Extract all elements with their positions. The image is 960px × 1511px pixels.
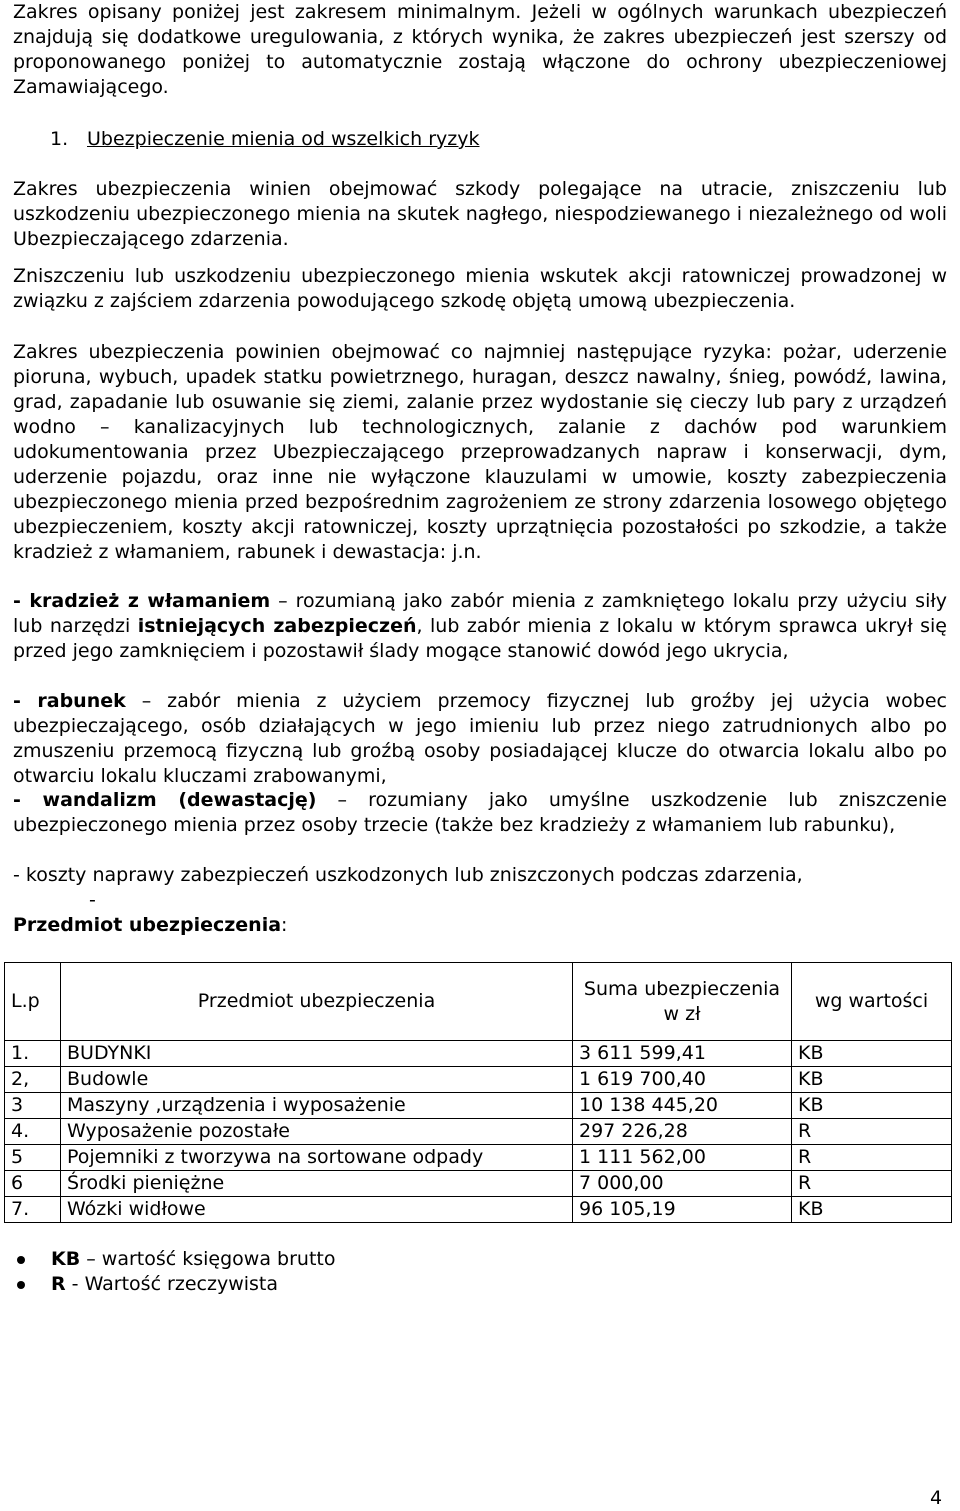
table-row: [5, 1119, 952, 1145]
legend-text: - Wartość rzeczywista: [65, 1273, 279, 1295]
term-robbery: - rabunek: [13, 690, 126, 712]
cell-lp: 6: [5, 1171, 61, 1197]
section-number: 1.: [50, 128, 69, 150]
header-item: Przedmiot ubezpieczenia: [61, 963, 573, 1041]
table-row: [5, 1041, 952, 1067]
bullet-icon: [17, 1256, 25, 1264]
legend-item-kb: [13, 1247, 335, 1272]
scope-paragraph-1: Zakres ubezpieczenia winien obejmować szkody polegające na utracie, zniszczeniu lub uszkodzeniu ubezpieczonego mienia na skutek nagłego, niespodziewanego i niezależnego od woli Ubezpieczającego zdarzenia.: [13, 178, 947, 250]
legend-abbr: KB: [51, 1248, 81, 1270]
cell-lp: 4.: [5, 1119, 61, 1145]
insurance-subject-table: [4, 962, 952, 1223]
cell-basis: KB: [792, 1197, 952, 1223]
legend-abbr: R: [51, 1273, 66, 1295]
header-basis: wg wartości: [792, 963, 952, 1041]
cell-sum: 7 000,00: [573, 1171, 792, 1197]
legend-item-r: [13, 1272, 335, 1297]
cell-basis: KB: [792, 1093, 952, 1119]
cell-lp: 7.: [5, 1197, 61, 1223]
subject-heading: [13, 913, 287, 938]
definition-burglary-text: – rozumianą jako zabór mienia z zamkniętego lokalu przy użyciu siły lub narzędzi: [13, 590, 948, 637]
definition-burglary: [13, 589, 947, 664]
legend-list: [13, 1247, 335, 1297]
header-lp: L.p: [5, 963, 61, 1041]
cell-item: Pojemniki z tworzywa na sortowane odpady: [61, 1145, 573, 1171]
cell-lp: 5: [5, 1145, 61, 1171]
cell-lp: 3: [5, 1093, 61, 1119]
definition-repair-costs: - koszty naprawy zabezpieczeń uszkodzonych lub zniszczonych podczas zdarzenia,: [13, 864, 803, 886]
subject-heading-colon: :: [281, 914, 288, 936]
stray-dash: -: [89, 889, 96, 911]
section-title: Ubezpieczenie mienia od wszelkich ryzyk: [87, 128, 480, 150]
scope-paragraph-2: Zniszczeniu lub uszkodzeniu ubezpieczonego mienia wskutek akcji ratowniczej prowadzonej w związku z zajściem zdarzenia powodującego szkodę objętą umową ubezpieczenia.: [13, 265, 947, 312]
cell-sum: 1 111 562,00: [573, 1145, 792, 1171]
cell-item: Wyposażenie pozostałe: [61, 1119, 573, 1145]
cell-sum: 297 226,28: [573, 1119, 792, 1145]
subject-heading-label: Przedmiot ubezpieczenia: [13, 914, 282, 936]
cell-basis: R: [792, 1119, 952, 1145]
cell-sum: 10 138 445,20: [573, 1093, 792, 1119]
legend-text: – wartość księgowa brutto: [80, 1248, 336, 1270]
cell-item: Budowle: [61, 1067, 573, 1093]
cell-basis: KB: [792, 1041, 952, 1067]
table-header-row: [5, 963, 952, 1041]
table-row: [5, 1093, 952, 1119]
cell-sum: 96 105,19: [573, 1197, 792, 1223]
intro-paragraph: Zakres opisany poniżej jest zakresem minimalnym. Jeżeli w ogólnych warunkach ubezpieczeń znajdują się dodatkowe uregulowania, z których wynika, że zakres ubezpieczeń jest szerszy od proponowanego poniżej to automatycznie zostają włączone do ochrony ubezpieczeniowej Zamawiającego.: [13, 1, 947, 98]
cell-sum: 1 619 700,40: [573, 1067, 792, 1093]
cell-basis: R: [792, 1145, 952, 1171]
page-number: 4: [930, 1487, 943, 1509]
term-burglary: - kradzież z włamaniem: [13, 590, 271, 612]
emphasis-existing-security: istniejących zabezpieczeń: [137, 615, 417, 637]
table-row: [5, 1067, 952, 1093]
scope-paragraph-risks: Zakres ubezpieczenia powinien obejmować co najmniej następujące ryzyka: pożar, uderzenie pioruna, wybuch, upadek statku powietrznego, huragan, deszcz nawalny, śnieg, powódź, lawina, grad, zapadanie lub osuwanie się ziemi, zalanie przez wydostanie się cieczy lub pary z urządzeń wodno – kanalizacyjnych lub technologicznych, zalanie z dachów pod warunkiem udokumentowania przez Ubezpieczającego przeprowadzanych napraw i konserwacji, dym, uderzenie pojazdu, oraz inne nie wyłączone klauzulami w umowie, koszty zabezpieczenia ubezpieczonego mienia przed bezpośrednim zagrożeniem ze strony zdarzenia losowego objętego ubezpieczeniem, koszty akcji ratowniczej, koszty uprzątnięcia pozostałości po szkodzie, a także kradzież z włamaniem, rabunek i dewastacja: j.n.: [13, 341, 947, 563]
bullet-icon: [17, 1281, 25, 1289]
cell-basis: KB: [792, 1067, 952, 1093]
table-row: [5, 1171, 952, 1197]
definition-robbery: [13, 689, 947, 789]
section-heading: [50, 127, 480, 152]
cell-item: BUDYNKI: [61, 1041, 573, 1067]
table-row: [5, 1145, 952, 1171]
definition-vandalism: [13, 788, 947, 838]
header-sum: Suma ubezpieczenia w zł: [573, 963, 792, 1041]
cell-lp: 2,: [5, 1067, 61, 1093]
table-row: [5, 1197, 952, 1223]
cell-item: Wózki widłowe: [61, 1197, 573, 1223]
definition-burglary-text-end: , lub zabór mienia z lokalu w którym sprawca ukrył się przed jego zamknięciem i pozostawił ślady mogące stanowić dowód jego ukrycia,: [13, 615, 947, 662]
cell-item: Środki pieniężne: [61, 1171, 573, 1197]
definition-vandalism-text: – rozumiany jako umyślne uszkodzenie lub zniszczenie ubezpieczonego mienia przez osoby trzecie (także bez kradzieży z włamaniem lub rabunku),: [13, 789, 947, 836]
cell-lp: 1.: [5, 1041, 61, 1067]
term-vandalism: - wandalizm (dewastację): [13, 789, 317, 811]
definition-robbery-text: – zabór mienia z użyciem przemocy fizycznej lub groźby jej użycia wobec ubezpieczającego, osób działających w jego imieniu lub przez niego zatrudnionych albo po zmuszeniu przemocą fizyczną lub groźbą osoby posiadającej klucze do otwarcia lokalu albo po otwarciu lokalu kluczami zrabowanymi,: [13, 690, 947, 787]
cell-sum: 3 611 599,41: [573, 1041, 792, 1067]
cell-basis: R: [792, 1171, 952, 1197]
cell-item: Maszyny ,urządzenia i wyposażenie: [61, 1093, 573, 1119]
